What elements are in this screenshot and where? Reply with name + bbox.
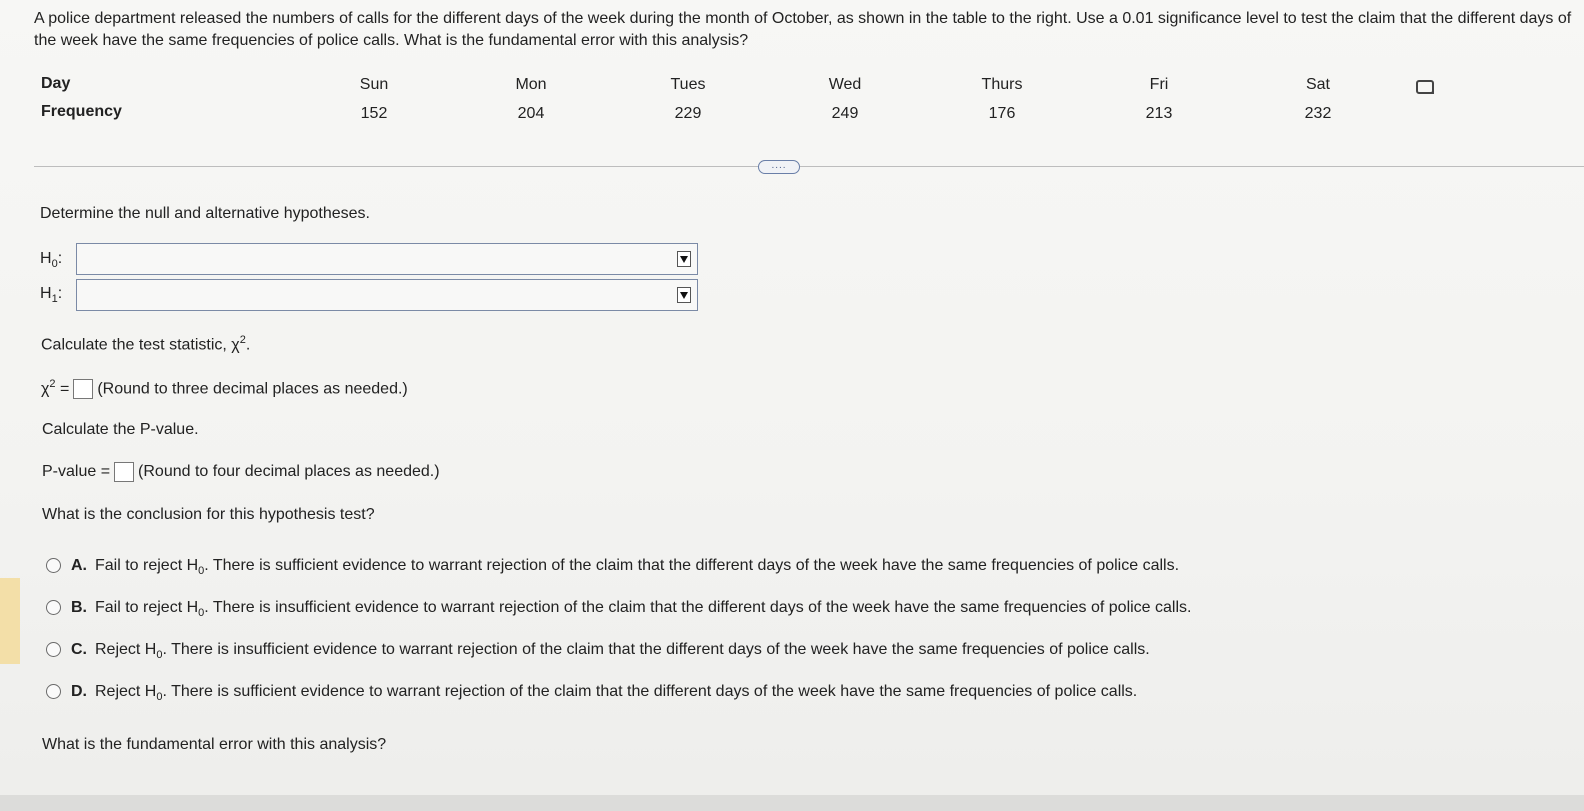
table-freq-sat: 232	[1304, 105, 1332, 122]
test-statistic-input[interactable]	[73, 379, 93, 399]
problem-statement: A police department released the numbers of calls for the different days of the week during the month of October, as shown in the table to the right. Use a 0.01 significance level to test the claim that the different days of the week have the same frequencies of police calls. What is the fundamental error with this analysis?	[34, 10, 1572, 49]
copy-icon[interactable]	[1416, 80, 1434, 94]
table-freq-thurs: 176	[988, 105, 1016, 122]
table-freq-sun: 152	[360, 105, 388, 122]
test-statistic-prompt: Calculate the test statistic, $\chi^2$.	[41, 334, 251, 354]
h0-label: $H_0$:	[40, 250, 63, 271]
table-day-wed: Wed	[828, 76, 862, 93]
test-statistic-row: $\chi^2$ = (Round to three decimal places as needed.)	[41, 378, 408, 398]
pvalue-prompt: Calculate the P-value.	[42, 421, 199, 438]
dropdown-arrow-icon[interactable]	[677, 251, 691, 267]
more-button[interactable]: ....	[758, 160, 800, 174]
table-freq-tues: 229	[674, 105, 702, 122]
section-divider	[34, 166, 1584, 167]
pvalue-row: P-value = (Round to four decimal places as needed.)	[42, 463, 440, 481]
table-freq-mon: 204	[517, 105, 545, 122]
selection-marker	[0, 578, 20, 664]
table-day-sun: Sun	[359, 76, 389, 93]
table-row-label-frequency: Frequency	[41, 103, 122, 120]
dropdown-arrow-icon[interactable]	[677, 287, 691, 303]
radio-button[interactable]	[46, 642, 61, 657]
table-day-mon: Mon	[515, 76, 547, 93]
h1-label: $H_1$:	[40, 285, 63, 306]
option-c[interactable]: C. Reject $H_0$. There is insufficient evidence to warrant rejection of the claim that the different days of the week have the same frequencies of police calls.	[46, 641, 1150, 661]
bottom-bar	[0, 795, 1584, 811]
table-day-thurs: Thurs	[981, 76, 1023, 93]
radio-button[interactable]	[46, 558, 61, 573]
table-day-fri: Fri	[1149, 76, 1169, 93]
h1-dropdown[interactable]	[76, 279, 698, 311]
table-freq-wed: 249	[831, 105, 859, 122]
final-question: What is the fundamental error with this analysis?	[42, 736, 387, 753]
pvalue-input[interactable]	[114, 462, 134, 482]
radio-button[interactable]	[46, 684, 61, 699]
table-row-label-day: Day	[41, 75, 71, 92]
table-freq-fri: 213	[1145, 105, 1173, 122]
table-day-sat: Sat	[1305, 76, 1330, 93]
option-d[interactable]: D. Reject $H_0$. There is sufficient evidence to warrant rejection of the claim that the different days of the week have the same frequencies of police calls.	[46, 683, 1137, 703]
hypotheses-prompt: Determine the null and alternative hypotheses.	[40, 205, 370, 222]
radio-button[interactable]	[46, 600, 61, 615]
option-a[interactable]: A. Fail to reject $H_0$. There is sufficient evidence to warrant rejection of the claim that the different days of the week have the same frequencies of police calls.	[46, 557, 1179, 577]
h0-dropdown[interactable]	[76, 243, 698, 275]
option-b[interactable]: B. Fail to reject $H_0$. There is insufficient evidence to warrant rejection of the claim that the different days of the week have the same frequencies of police calls.	[46, 599, 1191, 619]
conclusion-prompt: What is the conclusion for this hypothesis test?	[42, 506, 375, 523]
table-day-tues: Tues	[670, 76, 706, 93]
